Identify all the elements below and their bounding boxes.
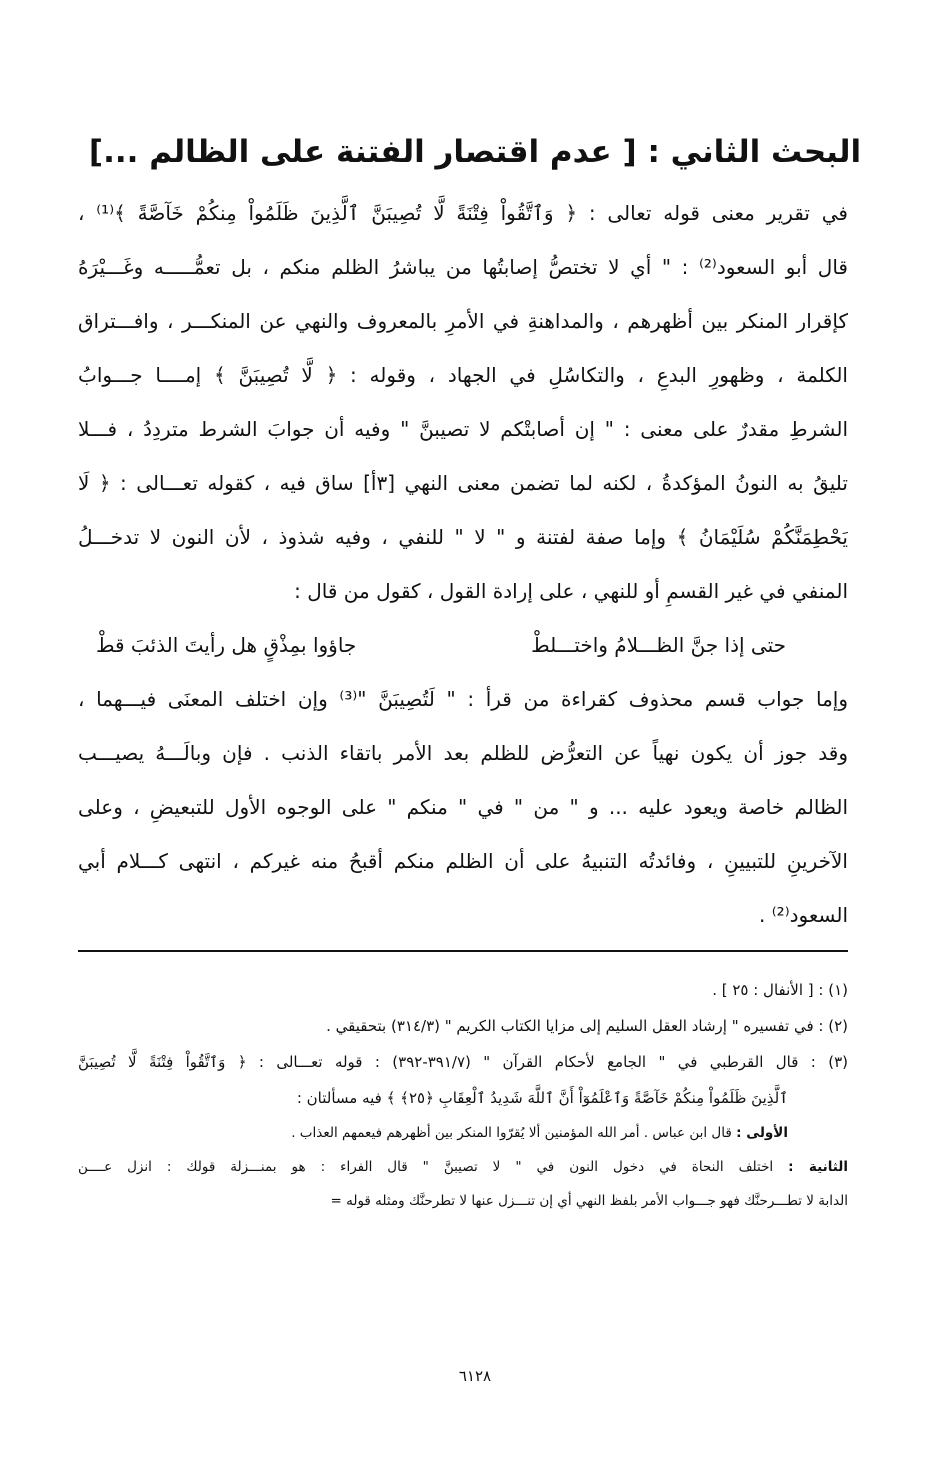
verse-second-hemistich: جاؤوا بمِذْقٍ هل رأيتَ الذئبَ قطْ	[96, 633, 357, 657]
main-text	[78, 186, 848, 942]
text-line: وإما جواب قسم محذوف كقراءة من قرأ : " لَتُصِيبَنَّ "⁽³⁾ وإن اختلف المعنَى فيـــهما ،	[78, 687, 848, 711]
page-number: ٦١٢٨	[458, 1367, 492, 1385]
footnote-3-continuation: الدابة لا تطـــرحنَّك فهو جـــواب الأمر بلفظ النهي أي إن تنـــزل عنها لا تطرحنَّك ومثله قوله =	[330, 1193, 848, 1209]
text-line: الظالم خاصة ويعود عليه ... و " من " في " منكم " على الوجوه الأول للتبعيضِ ، وعلى	[78, 795, 848, 819]
text-line: السعود⁽²⁾ .	[759, 903, 848, 927]
second-issue-text: اختلف النحاة في دخول النون في " لا تصيبنَّ " قال الفراء : هو بمنـــزلة قولك : انزل عــــن	[78, 1159, 774, 1175]
footnote-3-second-issue	[78, 1150, 848, 1184]
first-issue-text: قال ابن عباس . أمر الله المؤمنين ألا يُقرّوا المنكر بين أظهرهم فيعمهم العذاب .	[291, 1125, 732, 1141]
text-line: في تقرير معنى قوله تعالى : ﴿ وَٱتَّقُواْ فِتْنَةً لَّا تُصِيبَنَّ ٱلَّذِينَ ظَلَمُواْ مِنكُمْ خَآصَّةً ﴾⁽¹⁾ ،	[78, 201, 848, 225]
first-issue-label: الأولى :	[736, 1125, 788, 1141]
text-line: كإقرار المنكر بين أظهرهم ، والمداهنةِ في الأمرِ بالمعروف والنهي عن المنكـــر ، وافـــتراق	[78, 309, 848, 333]
text-line: المنفي في غير القسمِ أو للنهي ، على إرادة القول ، كقول من قال :	[294, 579, 848, 603]
poetry-verse	[78, 618, 848, 672]
text-line: الكلمة ، وظهورِ البدعِ ، والتكاسُلِ في الجهاد ، وقوله : ﴿ لَّا تُصِيبَنَّ ﴾ إمــــا جـــوابُ	[78, 363, 848, 387]
footnote-3-first-issue	[78, 1116, 848, 1150]
footnote-2: (٢) : في تفسيره " إرشاد العقل السليم إلى مزايا الكتاب الكريم " (٣١٤/٣) بتحقيقي .	[326, 1017, 848, 1035]
text-line: يَحْطِمَنَّكُمْ سُلَيْمَانُ ﴾ وإما صفة لفتنة و " لا " للنفي ، وفيه شذوذ ، لأن النون لا تدخـــلُ	[78, 525, 848, 549]
footnote-3-continued: ٱلَّذِينَ ظَلَمُواْ مِنكُمْ خَآصَّةً وَٱعْلَمُوٓاْ أَنَّ ٱللَّهَ شَدِيدُ ٱلْعِقَابِ ﴿٢٥﴾ ﴾ فيه مسألتان :	[296, 1089, 788, 1107]
text-line: الشرطِ مقدرٌ على معنى : " إن أصابتْكم لا تصيبنَّ " وفيه أن جوابَ الشرط متردِدُ ، فـــلا	[78, 417, 848, 441]
text-line: الآخرينِ للتبيينِ ، وفائدتُه التنبيهُ على أن الظلم منكم أقبحُ منه غيركم ، انتهى كـــلام أبي	[78, 849, 848, 873]
text-line: قال أبو السعود⁽²⁾ : " أي لا تختصُّ إصابتُها من يباشرُ الظلم منكم ، بل تعمُّـــــه وغَـــيْرَهُ	[78, 255, 848, 279]
second-issue-label: الثانية :	[788, 1159, 848, 1175]
verse-first-hemistich: حتى إذا جنَّ الظـــلامُ واختـــلطْ	[531, 633, 786, 657]
footnote-3: (٣) : قال القرطبي في " الجامع لأحكام القرآن " (٣٩١/٧-٣٩٢) : قوله تعـــالى : ﴿ وَٱتَّقُواْ فِتْنَةً لَّا تُصِيبَنَّ	[78, 1053, 848, 1071]
footnotes	[78, 972, 848, 1218]
footnote-divider	[78, 950, 848, 952]
text-line: وقد جوز أن يكون نهياً عن التعرُّض للظلم بعد الأمر باتقاء الذنب . فإن وبالَـــهُ يصيـــب	[78, 741, 848, 765]
footnote-1: (١) : [ الأنفال : ٢٥ ] .	[712, 981, 848, 999]
section-heading: البحث الثاني : [ عدم اقتصار الفتنة على الظالم ...]	[88, 134, 862, 170]
text-line: تليقُ به النونُ المؤكدةُ ، لكنه لما تضمن معنى النهي [٣أ] ساق فيه ، كقوله تعـــالى : ﴿ لَا	[78, 471, 848, 495]
